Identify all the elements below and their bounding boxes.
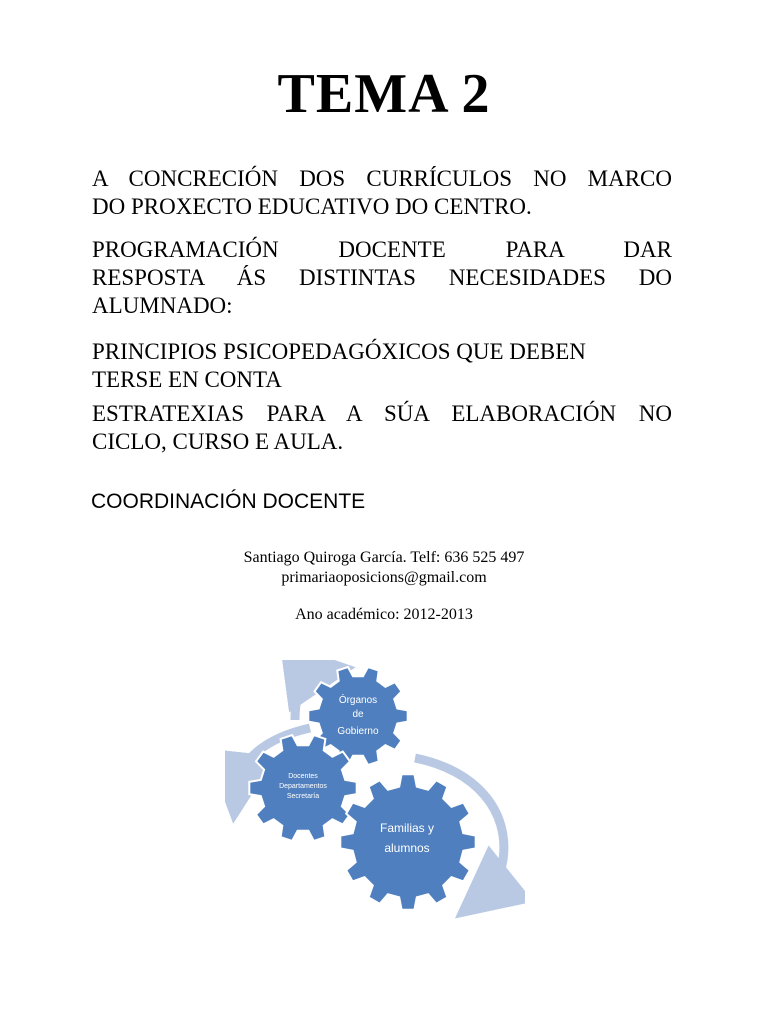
- section-principios-line-2: TERSE EN CONTA: [92, 367, 282, 392]
- gears-diagram-svg: [225, 660, 525, 920]
- section-programacion-line-3: ALUMNADO:: [92, 293, 233, 318]
- author-contact: [0, 548, 768, 588]
- section-curriculos-line-2: DO PROXECTO EDUCATIVO DO CENTRO.: [92, 194, 532, 219]
- gear-top-label-1: Órganos: [338, 695, 378, 706]
- section-estratexias: [92, 400, 672, 456]
- gear-left-label-2: Departamentos: [279, 783, 327, 790]
- gear-right-label-2: alumnos: [384, 841, 430, 855]
- gear-top-label-3: Gobierno: [337, 726, 379, 737]
- section-curriculos-line-1: A CONCRECIÓN DOS CURRÍCULOS NO MARCO: [92, 166, 672, 191]
- page-title: TEMA 2: [277, 63, 491, 125]
- section-curriculos: [92, 165, 672, 221]
- gear-left-label-1: Docentes: [288, 773, 318, 780]
- gear-right-label-1: Familias y: [379, 821, 435, 835]
- section-programacion-line-1: PROGRAMACIÓN DOCENTE PARA DAR: [92, 237, 672, 262]
- author-email: primariaoposicions@gmail.com: [281, 569, 487, 586]
- section-estratexias-line-2: CICLO, CURSO E AULA.: [92, 429, 344, 454]
- gears-diagram: [225, 660, 525, 920]
- gear-top-label-2: de: [352, 709, 364, 720]
- section-programacion: [92, 236, 672, 320]
- section-coordinacion: COORDINACIÓN DOCENTE: [91, 490, 366, 513]
- author-line: Santiago Quiroga García. Telf: 636 525 497: [243, 549, 525, 566]
- section-principios-line-1: PRINCIPIOS PSICOPEDAGÓXICOS QUE DEBEN: [92, 339, 586, 364]
- section-estratexias-line-1: ESTRATEXIAS PARA A SÚA ELABORACIÓN NO: [92, 401, 672, 426]
- section-principios: [92, 338, 672, 394]
- academic-year: Ano académico: 2012-2013: [295, 606, 473, 623]
- gear-left-label-3: Secretaría: [286, 793, 320, 800]
- section-programacion-line-2: RESPOSTA ÁS DISTINTAS NECESIDADES DO: [92, 265, 672, 290]
